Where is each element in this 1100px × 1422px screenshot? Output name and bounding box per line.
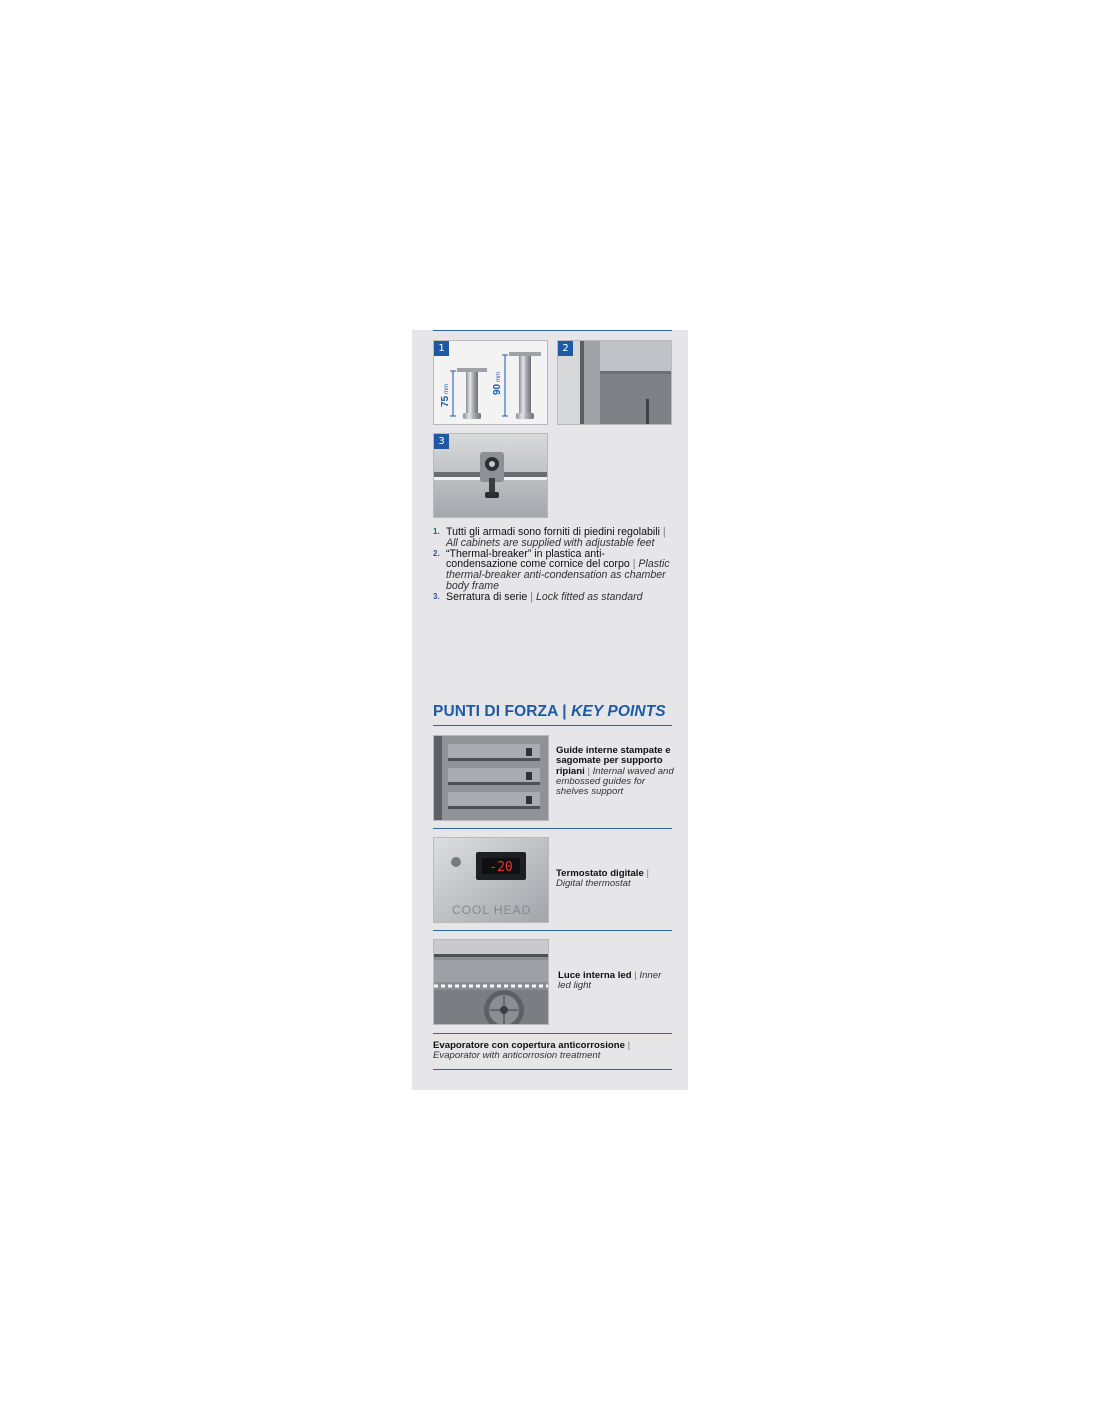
feature-rule <box>433 1033 672 1034</box>
photo-badge: 2 <box>558 341 573 356</box>
led-fan-illustration <box>434 940 548 1024</box>
list-item-english: Plastic thermal-breaker anti-condensation as chamber body frame <box>446 558 670 592</box>
list-item-italian: Serratura di serie <box>446 590 528 603</box>
thermostat-readout: -20 <box>489 860 513 875</box>
top-rule <box>433 330 672 331</box>
list-item-italian: Tutti gli armadi sono forniti di piedini regolabili <box>446 526 660 538</box>
section-heading: PUNTI DI FORZA | KEY POINTS <box>433 703 666 720</box>
list-item: 2. “Thermal-breaker” in plastica anti-condensazione come cornice del corpo | Plastic thermal-breaker anti-condensation as chamber body frame <box>433 547 670 592</box>
heading-rule <box>433 725 672 726</box>
lock-illustration <box>434 434 547 517</box>
foot-height-tall-label: 90mm <box>492 371 503 395</box>
photo-adjustable-feet <box>433 340 548 425</box>
feature-thermostat-text: Termostato digitale | Digital thermostat <box>556 868 649 890</box>
shelf-guides-illustration <box>434 736 548 820</box>
photo-thermal-breaker <box>557 340 672 425</box>
list-item: 3. Serratura di serie | Lock fitted as standard <box>433 590 643 603</box>
list-item-italian: “Thermal-breaker” in plastica anti-condensazione come cornice del corpo <box>446 547 630 571</box>
bottom-rule <box>433 1069 672 1070</box>
photo-lock <box>433 433 548 518</box>
feature-led-text: Luce interna led | Inner led light <box>558 970 662 992</box>
list-item-english: Lock fitted as standard <box>535 590 643 603</box>
features-numbered-list <box>433 527 673 603</box>
feature-shelf-guides-text: Guide interne stampate e sagomate per supporto ripiani | Internal waved and embossed guides for shelves support <box>556 745 674 798</box>
thermostat-illustration <box>434 838 548 922</box>
photo-thermostat <box>433 837 549 923</box>
adjustable-feet-illustration <box>434 341 547 424</box>
list-item: 1. Tutti gli armadi sono forniti di piedini regolabili | All cabinets are supplied with adjustable feet <box>433 526 666 549</box>
feature-rule <box>433 828 672 829</box>
photo-shelf-guides <box>433 735 549 821</box>
thermal-breaker-illustration <box>558 341 671 424</box>
list-item-english: All cabinets are supplied with adjustable feet <box>446 536 655 549</box>
photo-badge: 1 <box>434 341 449 356</box>
feature-rule <box>433 930 672 931</box>
key-points-panel <box>412 330 688 1090</box>
feature-evaporator-text: Evaporatore con copertura anticorrosione | Evaporator with anticorrosion treatment <box>433 1040 631 1062</box>
photo-badge: 3 <box>434 434 449 449</box>
photo-led-light <box>433 939 549 1025</box>
foot-height-short-label: 75mm <box>440 383 451 407</box>
brand-logo: COOL HEAD <box>452 903 532 917</box>
